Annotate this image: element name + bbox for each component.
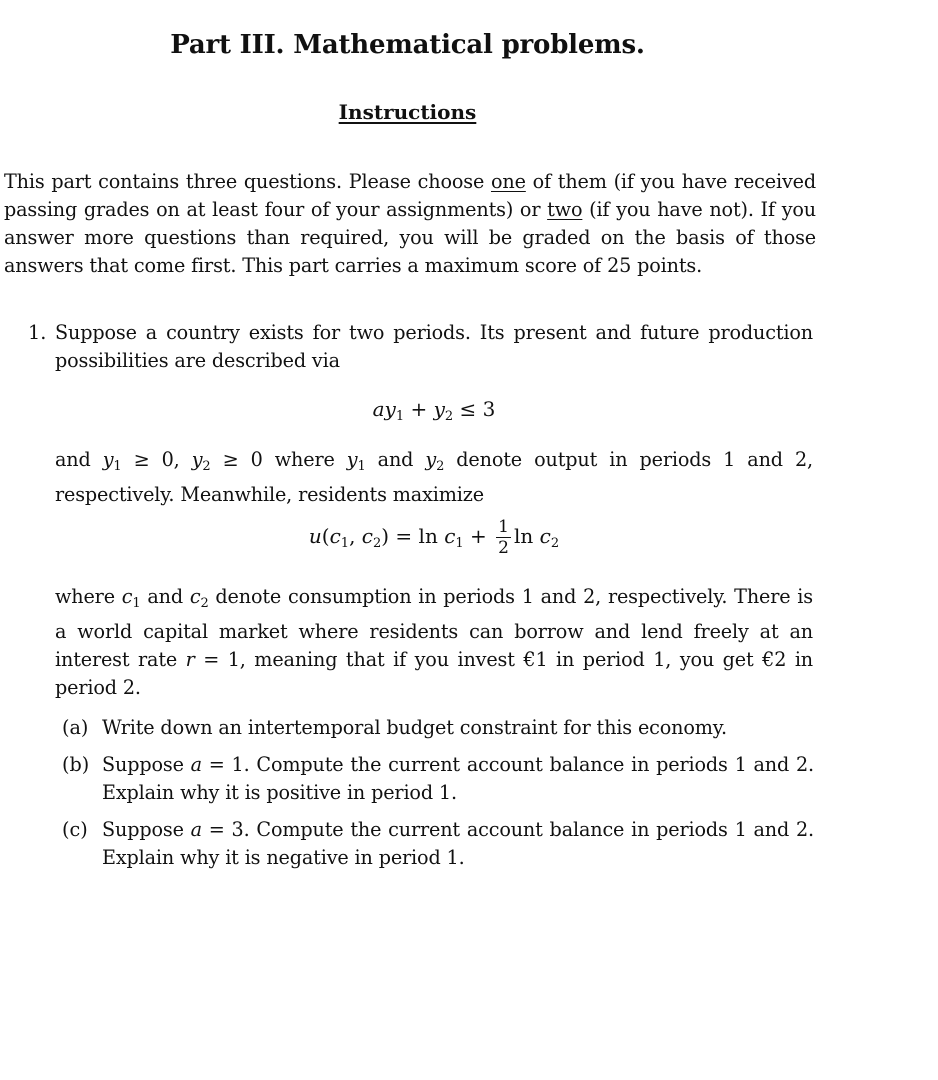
intro-text-2: of them (if you have received passing grades on at least four of your assignments) or <box>4 170 816 221</box>
subquestion-b-label: (b) <box>62 753 90 776</box>
instructions-heading: Instructions <box>338 100 477 124</box>
question-text-conditions: and $y_1 \ge 0$, $y_2 \ge 0$ where $y_1$ and $y_2$ denote output in periods 1 and 2, respectively. Meanwhile, residents maximize <box>55 448 814 506</box>
page-title: Part III. Mathematical problems. <box>170 30 645 60</box>
subquestion-c-text: Suppose a = 3. Compute the current account balance in periods 1 and 2. Explain why it is negative in period 1. <box>102 818 814 869</box>
instructions-paragraph <box>4 168 816 280</box>
subquestion-c-label: (c) <box>62 818 88 841</box>
intro-text-3: (if you have not). If you answer more questions than required, you will be graded on the basis of those answers that come first. This part carries a maximum score of 25 points. <box>4 198 816 277</box>
intro-text-1: This part contains three questions. Please choose <box>4 170 491 193</box>
production-constraint-equation: $ay_1 + y_2 \le 3$ <box>372 397 496 424</box>
subquestion-b-text: Suppose a = 1. Compute the current account balance in periods 1 and 2. Explain why it is positive in period 1. <box>102 753 814 804</box>
question-text-capital-market: where $c_1$ and $c_2$ denote consumption in periods 1 and 2, respectively. There is a world capital market where residents can borrow and lend freely at an interest rate r = 1, meaning that if you invest €1 in period 1, you get €2 in period 2. <box>55 585 814 699</box>
question-number: 1. <box>28 321 47 344</box>
subquestion-a-label: (a) <box>62 716 89 739</box>
question-text-intro: Suppose a country exists for two periods. Its present and future production possibilities are described via <box>55 321 813 372</box>
subquestion-a-text: Write down an intertemporal budget constraint for this economy. <box>102 716 727 739</box>
fraction-one-half: $\frac{1}{2}$ <box>498 517 509 558</box>
utility-function-equation: $u(c_1$, $c_2) = \ln c_1$ + $\frac{1}{2}$ $\ln c_2$ <box>308 517 560 558</box>
intro-one-underlined: one <box>490 170 526 193</box>
intro-two-underlined: two <box>547 198 583 221</box>
